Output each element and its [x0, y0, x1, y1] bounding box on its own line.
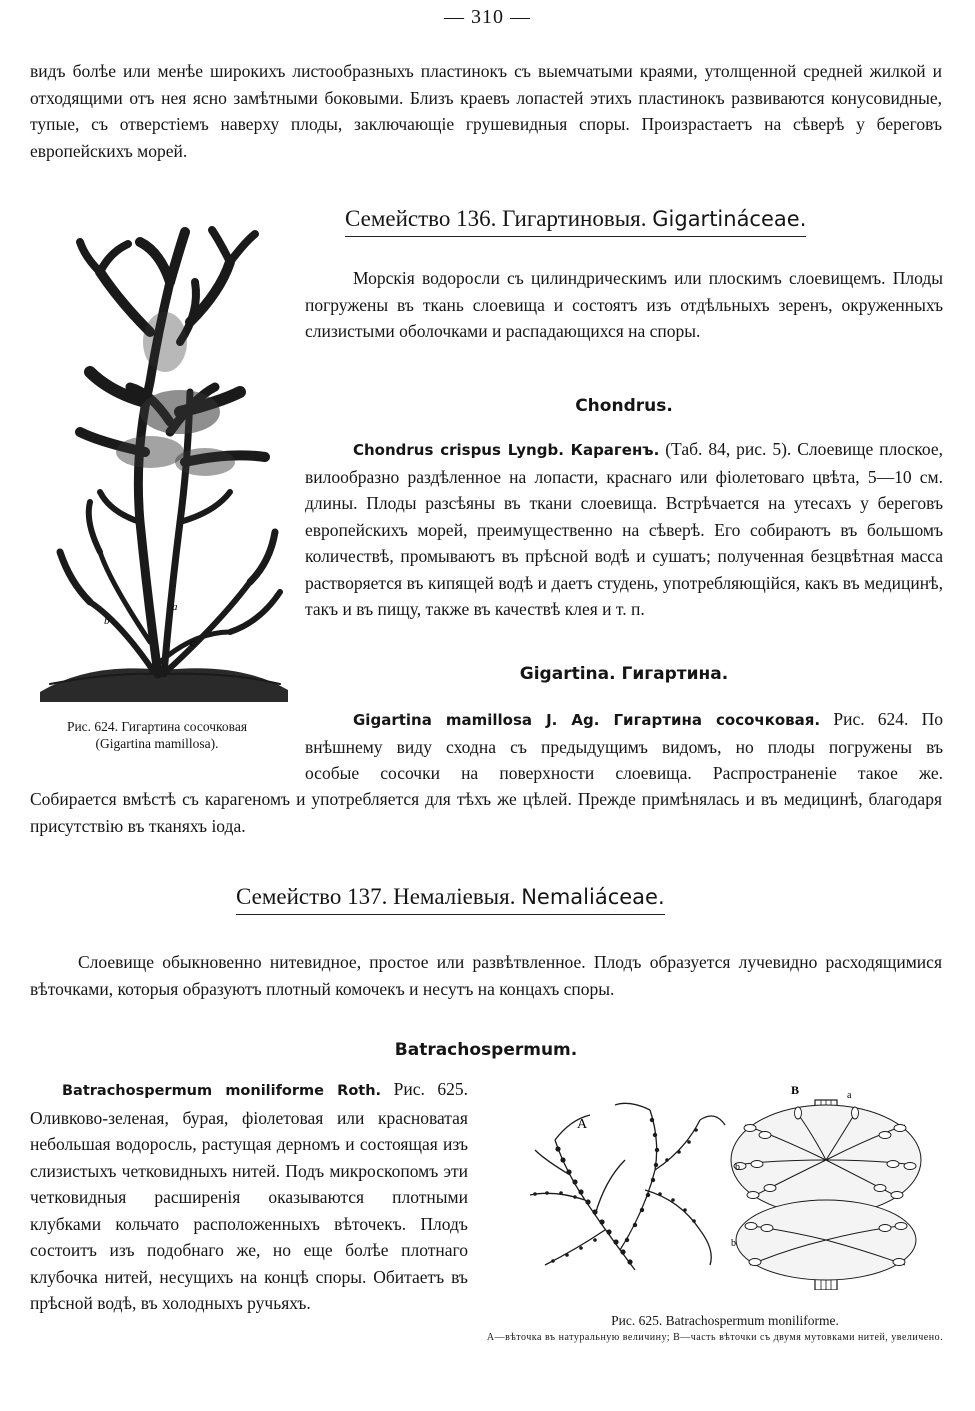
figure-625-subcaption: А—вѣточка въ натуральную величину; В—часть вѣточки съ двумя мутовками нитей, увеличено.: [486, 1332, 944, 1343]
family-136-description: Морскія водоросли съ цилиндрическимъ или плоскимъ слоевищемъ. Плоды погружены въ ткань слоевища и состоятъ изъ отдѣльныхъ зеренъ, окруженныхъ слизистыми оболочками и распадающихся на споры.: [305, 268, 943, 341]
figure-625-caption: Рис. 625. Batrachospermum moniliforme.: [611, 1313, 839, 1328]
figure-624-caption-line2: (Gigartina mamillosa).: [95, 736, 219, 751]
family-137-title: Семейство 137. Немаліевыя.: [236, 884, 516, 909]
figure-624-illustration: [30, 222, 298, 706]
gigartina-paragraph-top: [305, 706, 943, 787]
family-137-latin: Nemaliáceae.: [521, 885, 665, 909]
batrachospermum-paragraph: [30, 1076, 468, 1317]
figure-625-panel-a-beads: [533, 1118, 698, 1265]
page-number: — 310 —: [444, 6, 531, 28]
chondrus-text: (Таб. 84, рис. 5). Слоевище плоское, вилообразно раздѣленное на лопасти, краснаго или фіолетоваго цвѣта, 5—10 см. длины. Плоды разсѣяны въ ткани слоевища. Встрѣчается на утесахъ у береговъ европейскихъ морей, преимущественно на сѣверѣ. Его собираютъ въ большомъ количествѣ, промываютъ въ прѣсной водѣ и сушатъ; полученная безцвѣтная масса растворяется въ кипящей водѣ и даетъ студень, употребляющійся, какъ въ медицинѣ, такъ и въ пищу, также въ качествѣ клея и т. п.: [305, 439, 943, 619]
gigartina-species-name: Gigartina mamillosa J. Ag. Гигартина сосочковая.: [353, 711, 821, 729]
figure-624-label-b: b: [104, 615, 110, 627]
chondrus-genus-heading: Chondrus.: [575, 396, 673, 416]
figure-625-label-A: A: [577, 1117, 588, 1132]
family-136-title: Семейство 136. Гигартиновыя.: [345, 206, 647, 231]
family-136-latin: Gigartináceae.: [652, 207, 807, 231]
figure-625-label-a: a: [847, 1090, 852, 1101]
batrachospermum-text: Оливково-зеленая, бурая, фіолетовая или красноватая небольшая водоросль, растущая дерномъ и состоящая изъ слизистыхъ четковидныхъ нитей. Подъ микроскопомъ эти четковидныя расширенія оказываются плотными клубками кольчато расположенныхъ вѣточекъ. Плодъ состоитъ изъ подобнаго же, но еще болѣе плотнаго клубочка нитей, несущихъ на концѣ споры. Обитаетъ въ прѣсной водѣ, въ холодныхъ ручьяхъ.: [30, 1107, 468, 1313]
batrachospermum-genus-heading: Batrachospermum.: [394, 1040, 578, 1060]
chondrus-species-name: Chondrus crispus Lyngb. Карагенъ.: [353, 441, 660, 459]
batrachospermum-figure-ref: Рис. 625.: [393, 1079, 468, 1099]
intro-paragraph: видъ болѣе или менѣе широкихъ листообразныхъ пластинокъ съ выемчатыми краями, утолщенной средней жилкой и отходящими отъ нея ясно замѣтными боковыми. Близъ краевъ лопастей этихъ пластинокъ развиваются конусовидные, тупые, съ отверстіемъ наверху плоды, заключающіе грушевидныя споры. Произрастаетъ на сѣверѣ у береговъ европейскихъ морей.: [30, 61, 942, 161]
chondrus-paragraph: [305, 436, 943, 623]
family-136-heading: [345, 204, 806, 237]
gigartina-text-line2: внѣшнему виду сходна съ предыдущимъ видомъ, но плоды погружены въ: [305, 736, 943, 757]
family-137-description: Слоевище обыкновенно нитевидное, простое или развѣтвленное. Плодъ образуется лучевидно расходящимися вѣточками, которыя образуютъ плотный комочекъ и несутъ на концахъ споры.: [30, 952, 942, 999]
figure-625-label-B: B: [791, 1083, 800, 1097]
gigartina-text-line1: Рис. 624. По: [833, 709, 943, 729]
figure-624-caption-line1: Рис. 624. Гигартина сосочковая: [66, 719, 248, 734]
batrachospermum-species-name: Batrachospermum moniliforme Roth.: [62, 1083, 382, 1099]
figure-625-label-b-lower: b: [731, 1238, 736, 1249]
figure-625-label-b-upper: b: [735, 1162, 740, 1173]
figure-624-caption: [18, 718, 296, 752]
figure-625-illustration: [495, 1080, 955, 1290]
gigartina-paragraph-full: Собирается вмѣстѣ съ карагеномъ и употребляется для тѣхъ же цѣлей. Прежде примѣнялась и въ медицинѣ, благодаря присутствію въ тканяхъ іода.: [30, 789, 942, 836]
gigartina-text-line3: особые сосочки на поверхности слоевища. Распространеніе такое же.: [305, 763, 943, 783]
figure-624-label-a: a: [172, 601, 178, 613]
gigartina-genus-heading: Gigartina. Гигартина.: [519, 664, 729, 684]
family-137-heading: [236, 882, 665, 915]
figure-624-label-c: c: [190, 637, 195, 649]
